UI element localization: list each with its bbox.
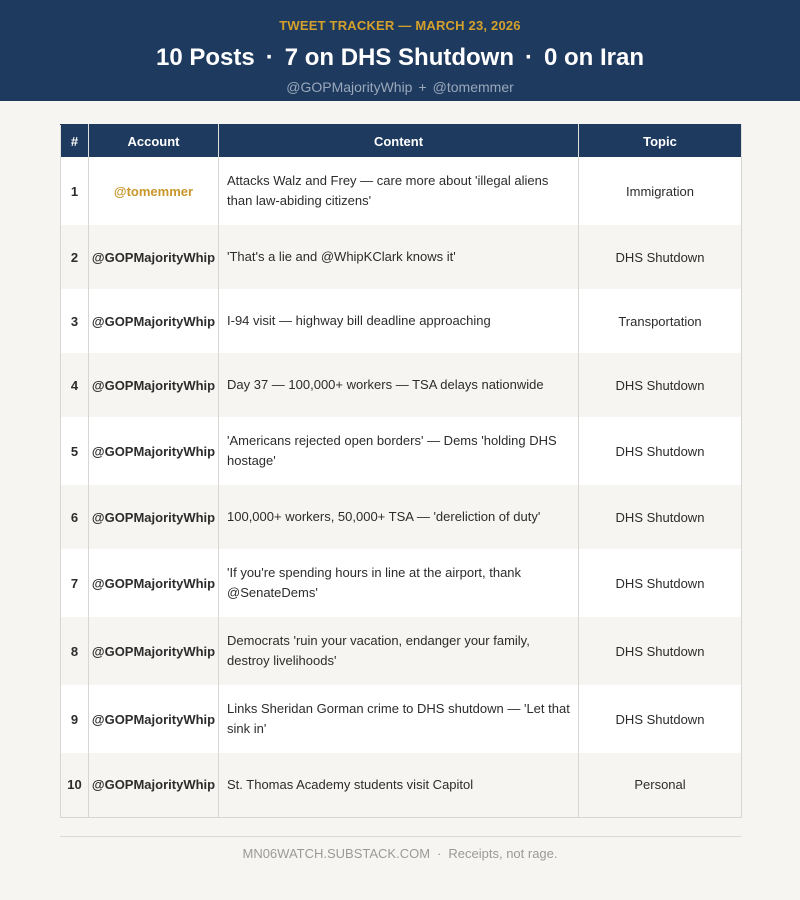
- row-number: 9: [61, 685, 89, 753]
- footer-divider: [60, 836, 741, 837]
- row-number: 6: [61, 485, 89, 549]
- header-banner: [0, 0, 800, 101]
- row-content: 'That's a lie and @WhipKClark knows it': [219, 225, 579, 289]
- stat-dhs: 7 on DHS Shutdown: [284, 44, 514, 71]
- row-topic: Immigration: [579, 157, 742, 225]
- row-number: 10: [61, 753, 89, 817]
- headline-stats: [0, 43, 800, 73]
- handle-tomemmer: @tomemmer: [432, 79, 514, 95]
- tracked-handles: [0, 78, 800, 96]
- row-number: 8: [61, 617, 89, 685]
- row-topic: Transportation: [579, 289, 742, 353]
- footer: [0, 846, 800, 862]
- handle-plus: +: [418, 79, 427, 95]
- row-number: 1: [61, 157, 89, 225]
- table-row: [61, 353, 742, 417]
- table-row: [61, 617, 742, 685]
- row-content: Links Sheridan Gorman crime to DHS shutdown — 'Let that sink in': [219, 685, 579, 753]
- row-topic: DHS Shutdown: [579, 485, 742, 549]
- footer-dot: ·: [437, 846, 442, 861]
- handle-gop-whip: @GOPMajorityWhip: [286, 79, 413, 95]
- row-content: Democrats 'ruin your vacation, endanger your family, destroy livelihoods': [219, 617, 579, 685]
- stat-separator: ·: [525, 44, 533, 71]
- row-number: 3: [61, 289, 89, 353]
- row-topic: DHS Shutdown: [579, 685, 742, 753]
- row-account: @GOPMajorityWhip: [89, 753, 219, 817]
- row-topic: DHS Shutdown: [579, 617, 742, 685]
- row-topic: DHS Shutdown: [579, 417, 742, 485]
- stat-iran: 0 on Iran: [544, 44, 645, 71]
- row-content: 100,000+ workers, 50,000+ TSA — 'dereliction of duty': [219, 485, 579, 549]
- tweet-table: [60, 124, 742, 818]
- row-account: @GOPMajorityWhip: [89, 225, 219, 289]
- table-row: [61, 289, 742, 353]
- column-header-content: Content: [219, 125, 579, 158]
- row-account: @GOPMajorityWhip: [89, 353, 219, 417]
- row-content: 'If you're spending hours in line at the airport, thank @SenateDems': [219, 549, 579, 617]
- table-row: [61, 753, 742, 817]
- row-account: @GOPMajorityWhip: [89, 549, 219, 617]
- row-number: 5: [61, 417, 89, 485]
- stat-separator: ·: [265, 44, 274, 71]
- table-row: [61, 549, 742, 617]
- footer-tagline: Receipts, not rage.: [448, 846, 558, 861]
- table-row: [61, 485, 742, 549]
- row-topic: DHS Shutdown: [579, 225, 742, 289]
- row-account: @GOPMajorityWhip: [89, 617, 219, 685]
- row-account: @GOPMajorityWhip: [89, 685, 219, 753]
- row-account: @GOPMajorityWhip: [89, 289, 219, 353]
- row-topic: DHS Shutdown: [579, 549, 742, 617]
- table-header-row: [61, 125, 742, 158]
- stat-posts: 10 Posts: [155, 44, 255, 71]
- table-row: [61, 225, 742, 289]
- row-content: 'Americans rejected open borders' — Dems 'holding DHS hostage': [219, 417, 579, 485]
- row-topic: Personal: [579, 753, 742, 817]
- row-account: @GOPMajorityWhip: [89, 485, 219, 549]
- footer-site-link[interactable]: MN06WATCH.SUBSTACK.COM: [242, 846, 431, 861]
- table-row: [61, 685, 742, 753]
- row-content: Day 37 — 100,000+ workers — TSA delays nationwide: [219, 353, 579, 417]
- column-header-topic: Topic: [579, 125, 742, 158]
- row-content: Attacks Walz and Frey — care more about 'illegal aliens than law-abiding citizens': [219, 157, 579, 225]
- row-number: 7: [61, 549, 89, 617]
- row-topic: DHS Shutdown: [579, 353, 742, 417]
- table-row: [61, 417, 742, 485]
- column-header-account: Account: [89, 125, 219, 158]
- row-content: St. Thomas Academy students visit Capitol: [219, 753, 579, 817]
- header-kicker: TWEET TRACKER — MARCH 23, 2026: [279, 18, 521, 33]
- table-row: [61, 157, 742, 225]
- row-account: @tomemmer: [89, 157, 219, 225]
- row-number: 4: [61, 353, 89, 417]
- column-header-number: #: [61, 125, 89, 158]
- row-account: @GOPMajorityWhip: [89, 417, 219, 485]
- row-number: 2: [61, 225, 89, 289]
- row-content: I-94 visit — highway bill deadline approaching: [219, 289, 579, 353]
